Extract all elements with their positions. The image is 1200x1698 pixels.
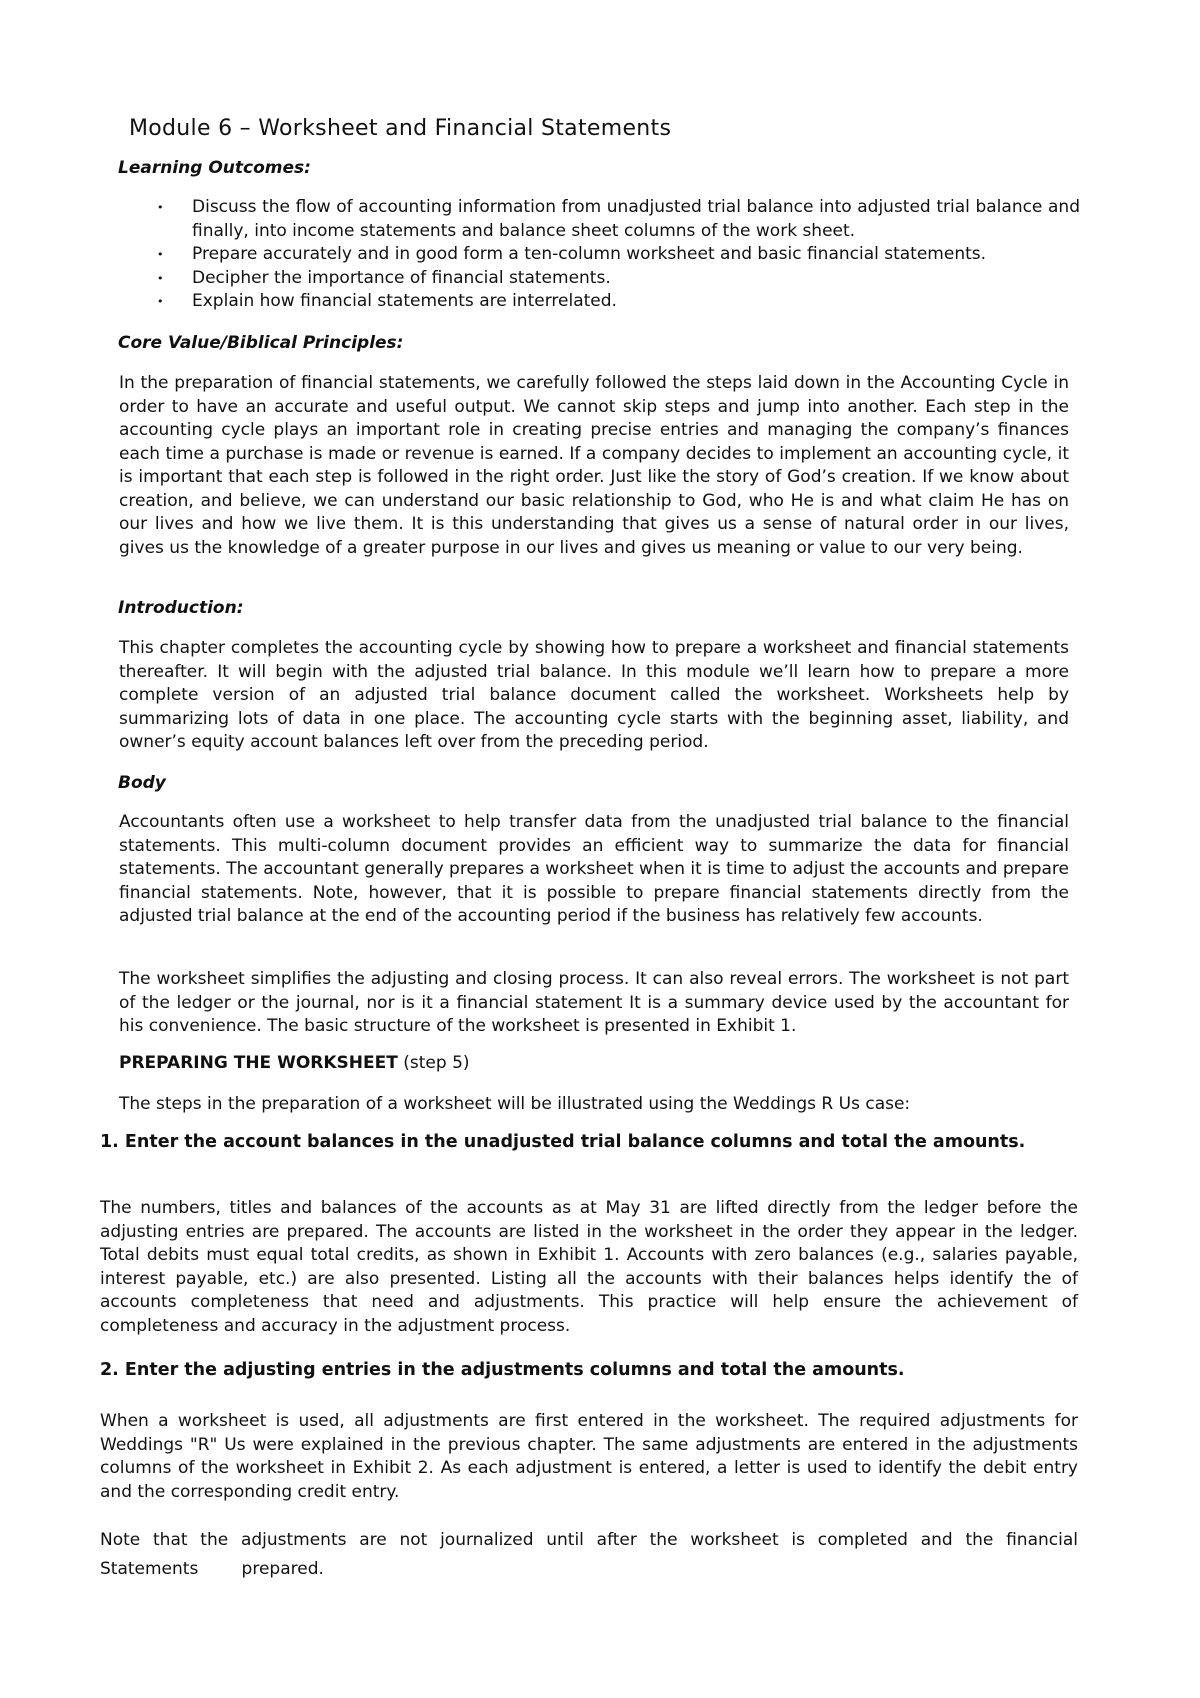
core-value-heading: Core Value/Biblical Principles:	[118, 333, 404, 353]
list-item: • Prepare accurately and in good form a ten-column worksheet and basic financial statements.	[155, 243, 1080, 267]
body-paragraph-1: Accountants often use a worksheet to help transfer data from the unadjusted trial balance to the financial statements. This multi-column document provides an efficient way to summarize the data for financial statements. The accountant generally prepares a worksheet when it is time to adjust the accounts and prepare financial statements. Note, however, that it is possible to prepare financial statements directly from the adjusted trial balance at the end of the accounting period if the business has relatively few accounts.	[119, 812, 1069, 926]
core-value-paragraph: In the preparation of financial statements, we carefully followed the steps laid down in the Accounting Cycle in order to have an accurate and useful output. We cannot skip steps and jump into another. Each step in the accounting cycle plays an important role in creating precise entries and managing the company’s finances each time a purchase is made or revenue is earned. If a company decides to implement an accounting cycle, it is important that each step is followed in the right order. Just like the story of God’s creation. If we know about creation, and believe, we can understand our basic relationship to God, who He is and what claim He has on our lives and how we live them. It is this understanding that gives us a sense of natural order in our lives, gives us the knowledge of a greater purpose in our lives and gives us meaning or value to our very being.	[119, 373, 1069, 558]
list-item: • Decipher the importance of financial statements.	[155, 267, 1080, 291]
introduction-paragraph: This chapter completes the accounting cycle by showing how to prepare a worksheet and financial statements thereafter. It will begin with the adjusted trial balance. In this module we’ll learn how to prepare a more complete version of an adjusted trial balance document called the worksheet. Worksheets help by summarizing lots of data in one place. The accounting cycle starts with the beginning asset, liability, and owner’s equity account balances left over from the preceding period.	[119, 638, 1069, 752]
preparing-heading-bold: PREPARING THE WORKSHEET	[119, 1053, 398, 1073]
step-2-paragraph: When a worksheet is used, all adjustments are first entered in the worksheet. The required adjustments for Weddings "R" Us were explained in the previous chapter. The same adjustments are entered in the adjustments columns of the worksheet in Exhibit 2. As each adjustment is entered, a letter is used to identify the debit entry and the corresponding credit entry.	[100, 1411, 1078, 1502]
step-1-heading: 1. Enter the account balances in the unadjusted trial balance columns and total the amounts.	[100, 1132, 1026, 1152]
preparing-intro: The steps in the preparation of a worksheet will be illustrated using the Weddings R Us case:	[119, 1094, 911, 1114]
list-item: • Explain how financial statements are interrelated.	[155, 290, 1080, 314]
step-1-paragraph: The numbers, titles and balances of the accounts as at May 31 are lifted directly from the ledger before the adjusting entries are prepared. The accounts are listed in the worksheet in the order they appear in the ledger. Total debits must equal total credits, as shown in Exhibit 1. Accounts with zero balances (e.g., salaries payable, interest payable, etc.) are also presented. Listing all the accounts with their balances helps identify the of accounts completeness that need and adjustments. This practice will help ensure the achievement of completeness and accuracy in the adjustment process.	[100, 1198, 1078, 1336]
note-line-1: Note that the adjustments are not journalized until after the worksheet is completed and the financial	[100, 1530, 1078, 1550]
preparing-heading	[119, 1053, 470, 1073]
list-item: • Discuss the flow of accounting information from unadjusted trial balance into adjusted trial balance and finally, into income statements and balance sheet columns of the work sheet.	[155, 196, 1080, 243]
learning-outcomes-list	[155, 196, 1080, 314]
introduction-heading: Introduction:	[118, 598, 244, 618]
step-2-heading: 2. Enter the adjusting entries in the adjustments columns and total the amounts.	[100, 1360, 905, 1380]
preparing-heading-step: (step 5)	[397, 1053, 470, 1073]
body-heading: Body	[118, 773, 166, 793]
note-line-2: Statements prepared.	[100, 1559, 324, 1579]
step-2-note	[100, 1526, 1078, 1584]
learning-outcomes-heading: Learning Outcomes:	[118, 158, 311, 178]
body-paragraph-2: The worksheet simplifies the adjusting and closing process. It can also reveal errors. The worksheet is not part of the ledger or the journal, nor is it a financial statement It is a summary device used by the accountant for his convenience. The basic structure of the worksheet is presented in Exhibit 1.	[119, 969, 1069, 1036]
page-title: Module 6 – Worksheet and Financial Statements	[129, 116, 672, 141]
